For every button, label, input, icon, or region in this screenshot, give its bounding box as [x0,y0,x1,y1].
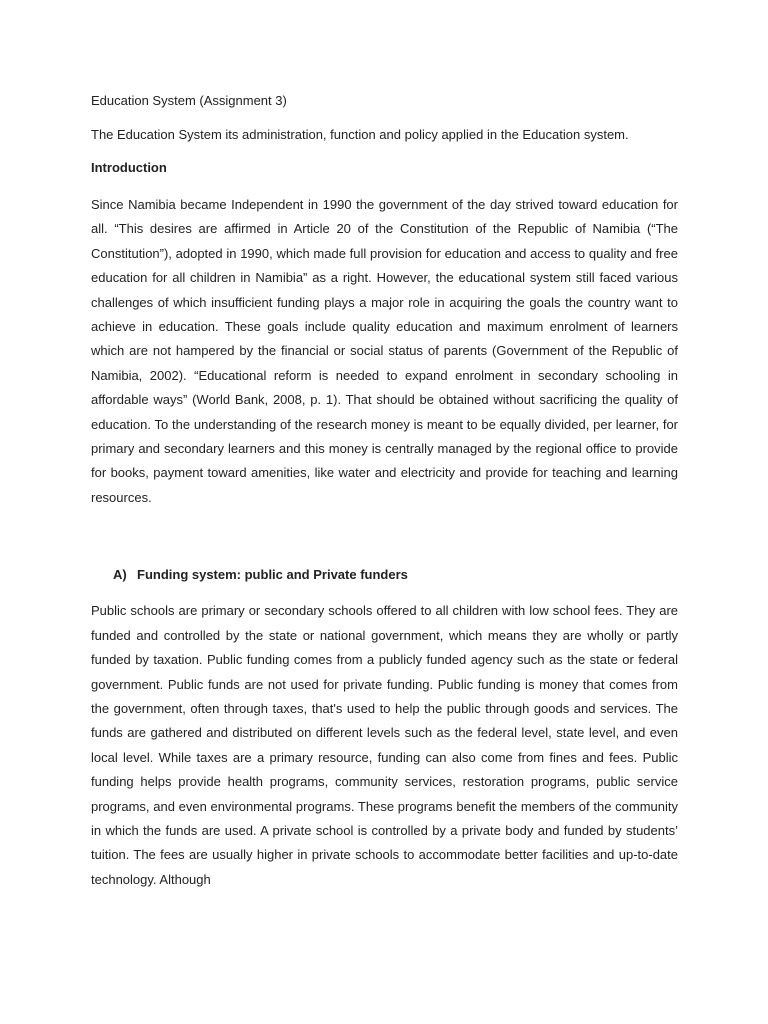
document-title: Education System (Assignment 3) [91,93,287,108]
section-a-paragraph: Public schools are primary or secondary schools offered to all children with low school fees. They are funded and controlled by the state or national government, which means they are wholly or partly funded by taxation. Public funding comes from a publicly funded agency such as the state or federal government. Public funds are not used for private funding. Public funding is money that comes from the government, often through taxes, that's used to help the public through goods and services. The funds are gathered and distributed on different levels such as the federal level, state level, and even local level. While taxes are a primary resource, funding can also come from fines and fees. Public funding helps provide health programs, community services, restoration programs, public service programs, and even environmental programs. These programs benefit the members of the community in which the funds are used. A private school is controlled by a private body and funded by students’ tuition. The fees are usually higher in private schools to accommodate better facilities and up-to-date technology. Although [91,603,678,887]
section-a-heading-text: Funding system: public and Private funders [137,567,408,583]
document-body [91,92,678,892]
document-subtitle: The Education System its administration, function and policy applied in the Education system. [91,127,629,142]
section-a-marker: A) [113,567,127,583]
introduction-paragraph: Since Namibia became Independent in 1990 the government of the day strived toward education for all. “This desires are affirmed in Article 20 of the Constitution of the Republic of Namibia (“The Constitution”), adopted in 1990, which made full provision for education and access to quality and free education for all children in Namibia” as a right. However, the educational system still faced various challenges of which insufficient funding plays a major role in acquiring the goals the country want to achieve in education. These goals include quality education and maximum enrolment of learners which are not hampered by the financial or social status of parents (Government of the Republic of Namibia, 2002). “Educational reform is needed to expand enrolment in secondary schooling in affordable ways” (World Bank, 2008, p. 1). That should be obtained without sacrificing the quality of education. To the understanding of the research money is meant to be equally divided, per learner, for primary and secondary learners and this money is centrally managed by the regional office to provide for books, payment toward amenities, like water and electricity and provide for teaching and learning resources. [91,197,678,505]
introduction-heading: Introduction [91,160,167,175]
section-a-heading [91,566,678,584]
